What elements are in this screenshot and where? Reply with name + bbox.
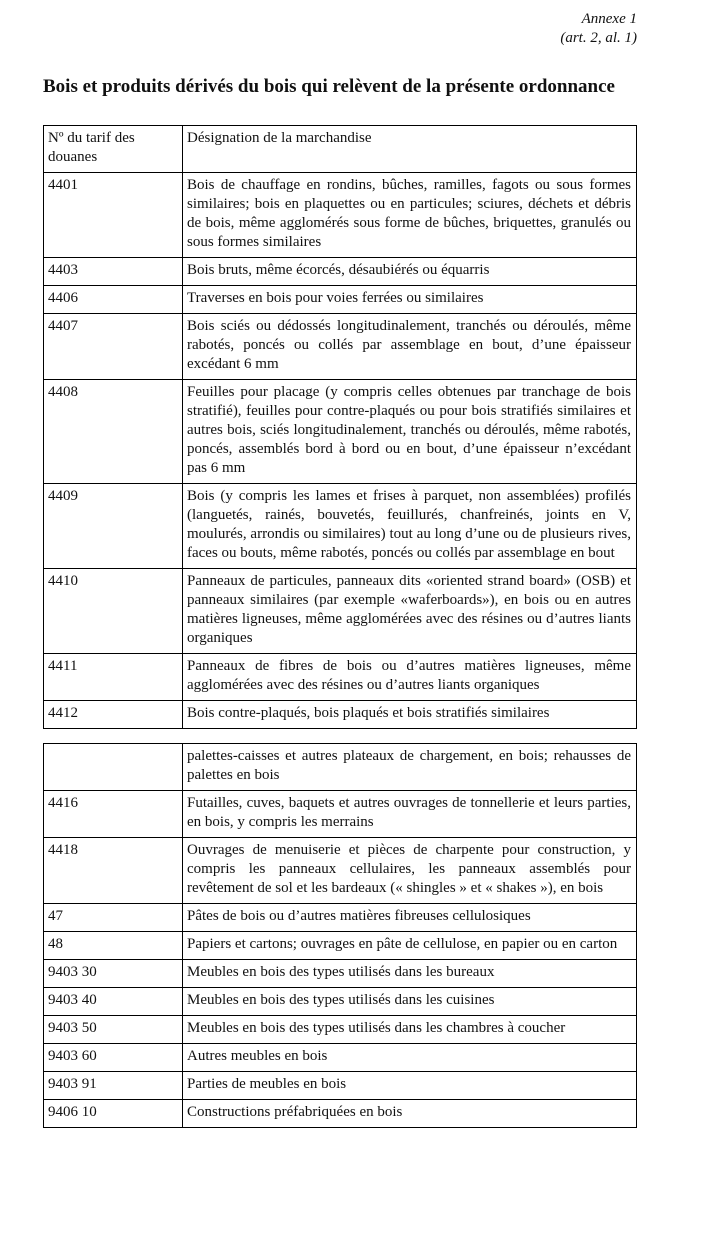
tariff-code-cell: 47 [44,904,183,932]
designation-cell: Pâtes de bois ou d’autres matières fibreuses cellulosiques [183,904,637,932]
designation-cell: Bois de chauffage en rondins, bûches, ramilles, fagots ou sous formes similaires; bois en plaquettes ou en particules; sciures, déchets et débris de bois, même agglomérés sous forme de bûches, briquettes, granulés ou sous formes similaires [183,173,637,258]
column-header-tariff-number: Nº du tarif des douanes [44,126,183,173]
tariff-code-cell: 4408 [44,380,183,484]
designation-cell: Meubles en bois des types utilisés dans les bureaux [183,960,637,988]
table-row [44,744,637,791]
table-row [44,258,637,286]
designation-cell: Feuilles pour placage (y compris celles obtenues par tranchage de bois stratifié), feuilles pour contre-plaqués ou pour bois stratifiés similaires et autres bois, sciés longitudinalement, tranchés ou déroulés, même rabotés, poncés, assemblés bord à bord ou en bout, d’une épaisseur n’excédant pas 6 mm [183,380,637,484]
table-row [44,1100,637,1128]
tariff-code-cell: 4418 [44,838,183,904]
table-row [44,791,637,838]
designation-cell: Papiers et cartons; ouvrages en pâte de cellulose, en papier ou en carton [183,932,637,960]
tariff-code-cell: 4409 [44,484,183,569]
table-row [44,286,637,314]
table-row [44,569,637,654]
tariff-code-cell: 4406 [44,286,183,314]
table-row [44,484,637,569]
table-row [44,1072,637,1100]
designation-cell: Ouvrages de menuiserie et pièces de charpente pour construction, y compris les panneaux cellulaires, les panneaux assemblés pour revêtement de sol et les bardeaux (« shingles » et « shakes »), en bois [183,838,637,904]
tariff-code-cell: 4411 [44,654,183,701]
tariff-code-cell: 9403 50 [44,1016,183,1044]
table-row [44,932,637,960]
designation-cell: Autres meubles en bois [183,1044,637,1072]
tariff-code-cell [44,744,183,791]
tariff-code-cell: 4407 [44,314,183,380]
tariff-code-cell: 9403 40 [44,988,183,1016]
tariff-code-cell: 9403 30 [44,960,183,988]
designation-cell: Bois (y compris les lames et frises à parquet, non assemblées) profilés (languetés, rainés, bouvetés, feuillurés, chanfreinés, joints en V, moulurés, arrondis ou similaires) tout au long d’une ou de plusieurs rives, faces ou bouts, même rabotés, poncés ou collés par assemblage en bout [183,484,637,569]
designation-cell: Meubles en bois des types utilisés dans les cuisines [183,988,637,1016]
column-header-designation: Désignation de la marchandise [183,126,637,173]
designation-cell: Meubles en bois des types utilisés dans les chambres à coucher [183,1016,637,1044]
table-row [44,654,637,701]
table-row [44,904,637,932]
tariff-code-cell: 9403 60 [44,1044,183,1072]
tariff-code-cell: 9403 91 [44,1072,183,1100]
designation-cell: Futailles, cuves, baquets et autres ouvrages de tonnellerie et leurs parties, en bois, y compris les merrains [183,791,637,838]
tariff-code-cell: 4412 [44,701,183,729]
designation-cell: Parties de meubles en bois [183,1072,637,1100]
designation-cell: Bois contre-plaqués, bois plaqués et bois stratifiés similaires [183,701,637,729]
tariff-table-main [43,125,637,729]
table-row [44,1044,637,1072]
annex-article-ref: (art. 2, al. 1) [560,30,637,46]
table-row [44,173,637,258]
page-title: Bois et produits dérivés du bois qui relèvent de la présente ordonnance [43,76,615,97]
designation-cell: Bois sciés ou dédossés longitudinalement, tranchés ou déroulés, même rabotés, poncés ou collés par assemblage en bout, d’une épaisseur excédant 6 mm [183,314,637,380]
designation-cell: Constructions préfabriquées en bois [183,1100,637,1128]
tariff-code-cell: 4410 [44,569,183,654]
table-header-row [44,126,637,173]
table-row [44,701,637,729]
tariff-code-cell: 48 [44,932,183,960]
annex-label: Annexe 1 [581,11,637,27]
annex-header [43,10,637,48]
table-row [44,1016,637,1044]
tariff-table-continuation [43,743,637,1128]
designation-cell: Bois bruts, même écorcés, désaubiérés ou équarris [183,258,637,286]
designation-cell: Panneaux de particules, panneaux dits «oriented strand board» (OSB) et panneaux similaires (par exemple «waferboards»), en bois ou en autres matières ligneuses, même agglomérées avec des résines ou d’autres liants organiques [183,569,637,654]
table-row [44,988,637,1016]
designation-cell: palettes-caisses et autres plateaux de chargement, en bois; rehausses de palettes en bois [183,744,637,791]
tariff-code-cell: 4401 [44,173,183,258]
designation-cell: Traverses en bois pour voies ferrées ou similaires [183,286,637,314]
table-row [44,314,637,380]
tariff-code-cell: 4403 [44,258,183,286]
table-row [44,838,637,904]
table-row [44,960,637,988]
designation-cell: Panneaux de fibres de bois ou d’autres matières ligneuses, même agglomérées avec des résines ou d’autres liants organiques [183,654,637,701]
tariff-code-cell: 9406 10 [44,1100,183,1128]
tariff-code-cell: 4416 [44,791,183,838]
table-row [44,380,637,484]
